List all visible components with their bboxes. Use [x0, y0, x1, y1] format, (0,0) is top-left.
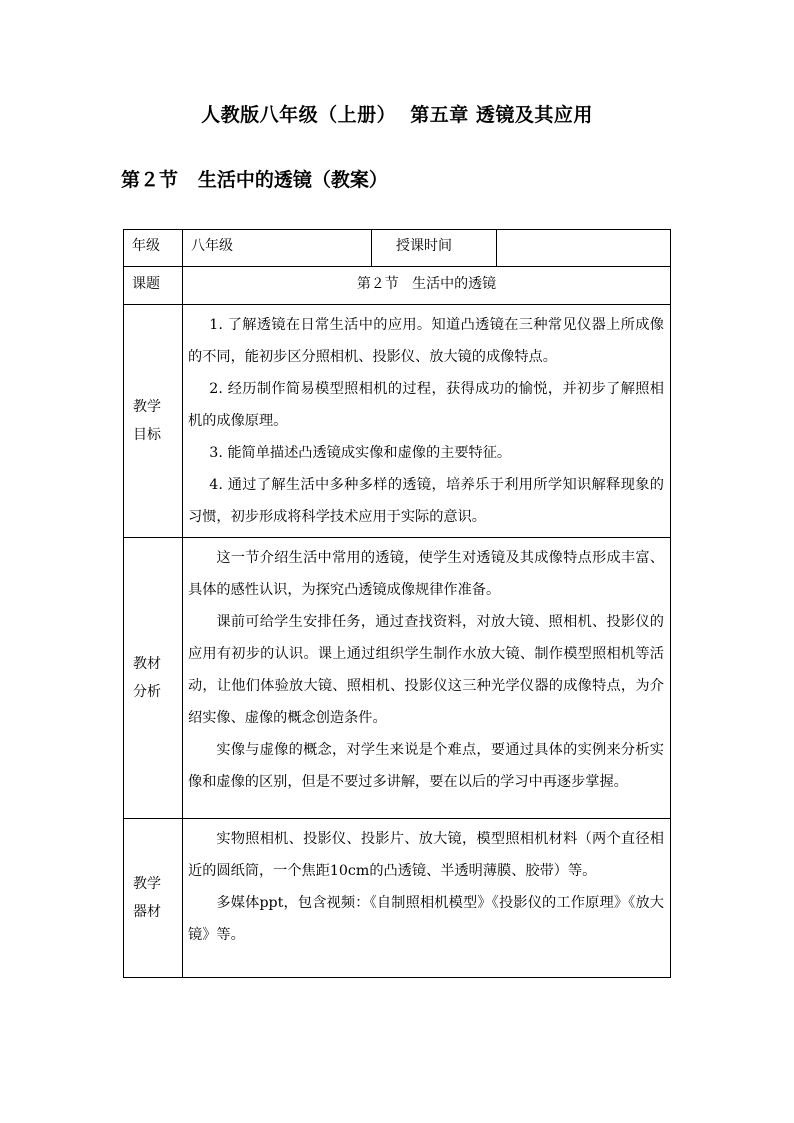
time-label-cell — [372, 230, 497, 267]
analysis-paragraph: 课前可给学生安排任务，通过查找资料，对放大镜、照相机、投影仪的应用有初步的认识。课上通过组织学生制作水放大镜、制作模型照相机等活动，让他们体验放大镜、照相机、投影仪这三种光学仪器的成像特点，为介绍实像、虚像的概念创造条件。 — [188, 614, 664, 726]
equipment-cell — [183, 819, 671, 978]
grade-label-cell — [124, 230, 183, 267]
topic-label: 课题 — [132, 276, 160, 292]
table-row-grade — [124, 230, 671, 267]
equipment-label-line-1: 教学 — [133, 876, 161, 892]
document-title: 人教版八年级（上册） 第五章 透镜及其应用 — [201, 104, 593, 126]
time-value — [497, 230, 670, 236]
grade-value: 八年级 — [191, 238, 233, 254]
equipment-label-line-2: 器材 — [133, 904, 161, 920]
goals-list — [183, 305, 670, 537]
lesson-plan-table — [123, 229, 671, 978]
goals-label-cell — [124, 305, 183, 538]
analysis-cell — [183, 538, 671, 819]
time-value-cell — [497, 230, 671, 267]
equipment-label-cell — [124, 819, 183, 978]
equipment-paragraphs — [183, 819, 670, 955]
grade-label: 年级 — [132, 238, 160, 254]
goal-item: 1. 了解透镜在日常生活中的应用。知道凸透镜在三种常见仪器上所成像的不同，能初步区分照相机、投影仪、放大镜的成像特点。 — [188, 317, 664, 365]
goal-item: 3. 能简单描述凸透镜成实像和虚像的主要特征。 — [209, 445, 512, 461]
section-title: 第２节 生活中的透镜（教案） — [121, 169, 388, 191]
analysis-label-line-1: 教材 — [133, 656, 161, 672]
table-row-analysis — [124, 538, 671, 819]
time-label: 授课时间 — [396, 238, 452, 254]
analysis-label-line-2: 分析 — [133, 684, 161, 700]
goals-cell — [183, 305, 671, 538]
topic-label-cell — [124, 267, 183, 305]
topic-value: 第２节 生活中的透镜 — [356, 276, 497, 292]
equipment-paragraph: 实物照相机、投影仪、投影片、放大镜，模型照相机材料（两个直径相近的圆纸筒，一个焦距10cm的凸透镜、半透明薄膜、胶带）等。 — [188, 831, 664, 879]
analysis-paragraphs — [183, 538, 670, 802]
goal-item: 4. 通过了解生活中多种多样的透镜，培养乐于利用所学知识解释现象的习惯，初步形成将科学技术应用于实际的意识。 — [188, 477, 664, 525]
grade-value-cell — [183, 230, 372, 267]
table-row-goals — [124, 305, 671, 538]
equipment-paragraph: 多媒体ppt，包含视频：《自制照相机模型》《投影仪的工作原理》《放大镜》等。 — [188, 895, 664, 943]
table-row-topic — [124, 267, 671, 305]
analysis-label-cell — [124, 538, 183, 819]
topic-value-cell — [183, 267, 671, 305]
analysis-paragraph: 实像与虚像的概念，对学生来说是个难点，要通过具体的实例来分析实像和虚像的区别，但是不要过多讲解，要在以后的学习中再逐步掌握。 — [188, 742, 664, 790]
goal-item: 2. 经历制作简易模型照相机的过程，获得成功的愉悦，并初步了解照相机的成像原理。 — [188, 381, 664, 429]
goals-label-line-2: 目标 — [133, 427, 161, 443]
table-row-equipment — [124, 819, 671, 978]
goals-label-line-1: 教学 — [133, 399, 161, 415]
analysis-paragraph: 这一节介绍生活中常用的透镜，使学生对透镜及其成像特点形成丰富、具体的感性认识，为探究凸透镜成像规律作准备。 — [188, 550, 664, 598]
